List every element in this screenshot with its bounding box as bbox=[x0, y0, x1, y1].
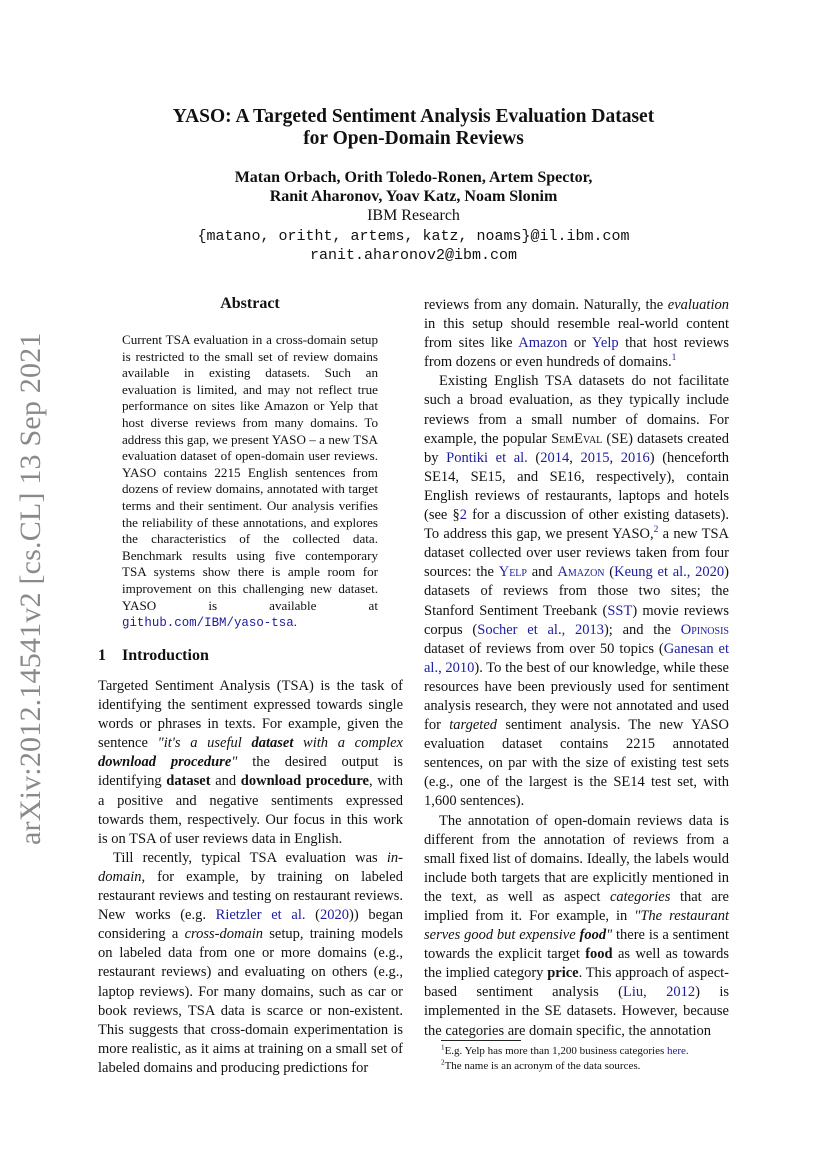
text-run: and bbox=[526, 564, 558, 581]
text-run: cross-domain bbox=[184, 926, 264, 943]
citation-link[interactable]: Liu, 2012 bbox=[623, 984, 696, 1001]
text-run: SemEval bbox=[551, 430, 603, 447]
authors-line: Matan Orbach, Orith Toledo-Ronen, Artem Spector, bbox=[234, 169, 593, 186]
text-run: as well as towards the implied category bbox=[424, 946, 730, 982]
paragraph bbox=[424, 296, 729, 372]
citation-link[interactable]: Rietzler et al. bbox=[215, 907, 306, 924]
text-run: in this setup should resemble real-world content from sites like bbox=[424, 316, 729, 352]
text-run: )) began considering a bbox=[98, 907, 403, 943]
text-run: ); and the bbox=[603, 621, 681, 638]
citation-link[interactable]: Opinosis bbox=[680, 621, 729, 638]
text-run: ( bbox=[305, 907, 321, 924]
title-line: YASO: A Targeted Sentiment Analysis Evaluation Dataset bbox=[172, 106, 655, 127]
text-run: with a complex bbox=[293, 735, 403, 752]
text-run: the desired output is identifying bbox=[98, 754, 403, 790]
text-run: ( bbox=[604, 564, 615, 581]
author-emails bbox=[0, 227, 827, 265]
text-run: E.g. Yelp has more than 1,200 business categories bbox=[444, 1045, 667, 1057]
footnote-ref-link[interactable]: 2 bbox=[653, 525, 659, 536]
footnote-1 bbox=[441, 1044, 731, 1059]
text-run: sentiment analysis. The new YASO evaluation dataset contains 2215 annotated sentences, on par with the size of existing test sets (e.g., one of the largest is the SE14 test set, with 1,600 sentences). bbox=[424, 717, 729, 810]
paragraph bbox=[424, 812, 729, 1041]
section-title: Introduction bbox=[122, 647, 209, 664]
text-run: that host reviews from dozens or even hundreds of domains. bbox=[424, 335, 729, 371]
section-heading-introduction bbox=[98, 647, 209, 665]
citation-link[interactable]: 2 bbox=[459, 507, 467, 524]
footnote-2 bbox=[441, 1059, 731, 1074]
citation-link[interactable]: SST bbox=[607, 602, 633, 619]
affiliation: IBM Research bbox=[367, 207, 460, 224]
text-run: . bbox=[293, 614, 297, 630]
citation-link[interactable]: Yelp bbox=[591, 335, 619, 352]
paragraph bbox=[424, 372, 729, 811]
text-run: The annotation of open-domain reviews data is different from the annotation of reviews from a small fixed list of domains. Ideally, the labels would include both targets that are explicitly mentioned in the text, as well as aspect bbox=[424, 812, 729, 905]
footnote-marker: 1 bbox=[441, 1043, 445, 1052]
section-number: 1 bbox=[98, 647, 106, 664]
text-run: Targeted Sentiment Analysis (TSA) is the task of identifying the sentiment expressed towards single words or phrases in texts. For example, given the sentence bbox=[98, 678, 403, 752]
citation-link[interactable]: Keung et al., 2020 bbox=[614, 564, 725, 581]
citation-link[interactable]: Amazon bbox=[518, 335, 568, 352]
paper-title bbox=[0, 106, 827, 150]
text-run: ) movie reviews corpus ( bbox=[424, 602, 729, 638]
text-run: reviews from any domain. Naturally, the bbox=[424, 297, 668, 313]
citation-link[interactable]: Socher et al., 2013 bbox=[477, 621, 604, 638]
footnote-ref-link[interactable]: 1 bbox=[671, 353, 677, 364]
text-run: evaluation bbox=[667, 297, 729, 313]
text-run: . This approach of aspect-based sentiment analysis ( bbox=[424, 965, 729, 1001]
text-run: , bbox=[609, 449, 621, 466]
email-line: ranit.aharonov2@ibm.com bbox=[309, 247, 518, 264]
citation-link[interactable]: here. bbox=[667, 1045, 689, 1057]
citation-link[interactable]: Pontiki et al. bbox=[446, 449, 528, 466]
text-run: ) (henceforth SE14, SE15, and SE16, respectively), contain English reviews of restaurants, laptops and hotels (see § bbox=[424, 449, 730, 524]
abstract-heading: Abstract bbox=[220, 295, 280, 312]
authors bbox=[0, 168, 827, 206]
text-run: ( bbox=[527, 449, 541, 466]
text-run: " bbox=[231, 754, 238, 771]
footnote-marker: 2 bbox=[441, 1058, 445, 1067]
text-run: dataset bbox=[166, 773, 211, 790]
text-run: download procedure bbox=[98, 754, 232, 771]
text-run: , for example, by training on labeled restaurant reviews and testing on restaurant reviews. New works (e.g. bbox=[98, 868, 403, 924]
text-run: targeted bbox=[449, 717, 498, 734]
text-run: ) datasets of reviews from those two sites; the Stanford Sentiment Treebank ( bbox=[424, 564, 730, 619]
text-run: a new TSA dataset collected over user reviews taken from four sources: the bbox=[424, 526, 729, 581]
citation-link[interactable]: 2014 bbox=[540, 449, 570, 466]
citation-link[interactable]: github.com/IBM/yaso-tsa bbox=[122, 616, 294, 631]
text-run: , bbox=[569, 449, 581, 466]
text-run: dataset bbox=[251, 735, 294, 752]
text-run: Current TSA evaluation in a cross-domain setup is restricted to the small set of review domains available in existing datasets. Such an evaluation is limited, and may not reflect true performance on sites like Amazon or Yelp that host diverse reviews from many domains. To address this gap, we present YASO – a new TSA evaluation dataset of open-domain user reviews. YASO contains 2215 English sentences from dozens of review domains, annotated with target terms and their sentiment. Our analysis verifies the reliability of these annotations, and explores the characteristics of the collected data. Benchmark results using five contemporary TSA systems show there is ample room for improvement on this challenging new dataset. YASO is available at bbox=[122, 332, 378, 613]
text-run: (SE) datasets created by bbox=[424, 430, 729, 466]
citation-link[interactable]: Yelp bbox=[498, 564, 527, 581]
text-run: there is a sentiment towards the explicit target bbox=[424, 927, 729, 963]
text-run: price bbox=[547, 965, 579, 982]
text-run: Existing English TSA datasets do not facilitate such a broad evaluation, as they typically include reviews from a small number of domains. For example, the popular bbox=[424, 373, 729, 447]
citation-link[interactable]: 2016 bbox=[620, 449, 650, 466]
text-run: food bbox=[585, 946, 613, 963]
arxiv-identifier-stamp: arXiv:2012.14541v2 [cs.CL] 13 Sep 2021 bbox=[14, 332, 47, 845]
text-run: The name is an acronym of the data sources. bbox=[444, 1060, 641, 1072]
text-run: and bbox=[210, 773, 241, 790]
text-run: for a discussion of other existing datasets). To address this gap, we present YASO, bbox=[424, 507, 729, 543]
footnote-divider bbox=[441, 1040, 521, 1041]
paragraph bbox=[98, 677, 403, 849]
authors-line: Ranit Aharonov, Yoav Katz, Noam Slonim bbox=[269, 188, 558, 205]
text-run: download procedure bbox=[240, 773, 369, 790]
citation-link[interactable]: 2020 bbox=[320, 907, 350, 924]
right-column bbox=[424, 296, 729, 1041]
email-line: {matano, oritht, artems, katz, noams}@il.ibm.com bbox=[197, 228, 630, 245]
text-run: "The restaurant serves good but expensive bbox=[424, 908, 729, 944]
text-run: "it's a useful bbox=[157, 735, 252, 752]
text-run: , with a positive and negative sentiments expressed towards them, respectively. Our focus in this work is on TSA of user reviews data in English. bbox=[98, 773, 403, 847]
citation-link[interactable]: Amazon bbox=[557, 564, 605, 581]
text-run: categories bbox=[609, 888, 671, 905]
abstract-body bbox=[122, 332, 378, 632]
citation-link[interactable]: Ganesan et al., 2010 bbox=[424, 640, 729, 676]
text-run: dataset of reviews from over 50 topics ( bbox=[424, 640, 664, 657]
title-line: for Open-Domain Reviews bbox=[303, 128, 524, 149]
text-run: in-domain bbox=[98, 849, 403, 885]
text-run: ). To the best of our knowledge, while these resources have been previously used for sentiment analysis research, they were not annotated and used for bbox=[424, 659, 729, 734]
text-run: food bbox=[579, 927, 607, 944]
paragraph bbox=[98, 849, 403, 1078]
left-column bbox=[98, 677, 403, 1078]
text-run: ) is implemented in the SE datasets. However, because the categories are domain specific, the annotation bbox=[424, 984, 729, 1039]
text-run: that are implied from it. For example, in bbox=[424, 888, 729, 924]
text-run: " bbox=[606, 927, 613, 944]
text-run: Till recently, typical TSA evaluation was bbox=[113, 849, 387, 866]
text-run: or bbox=[567, 335, 592, 352]
text-run: setup, training models on labeled data from one or more domains (e.g., restaurant reviews) and evaluating on others (e.g., laptop reviews). For many domains, such as car or book reviews, TSA data is scarce or non-existent. This suggests that cross-domain experimentation is more realistic, as it aims at training on a small set of labeled domains and producing predictions for bbox=[98, 926, 404, 1076]
citation-link[interactable]: 2015 bbox=[580, 449, 610, 466]
